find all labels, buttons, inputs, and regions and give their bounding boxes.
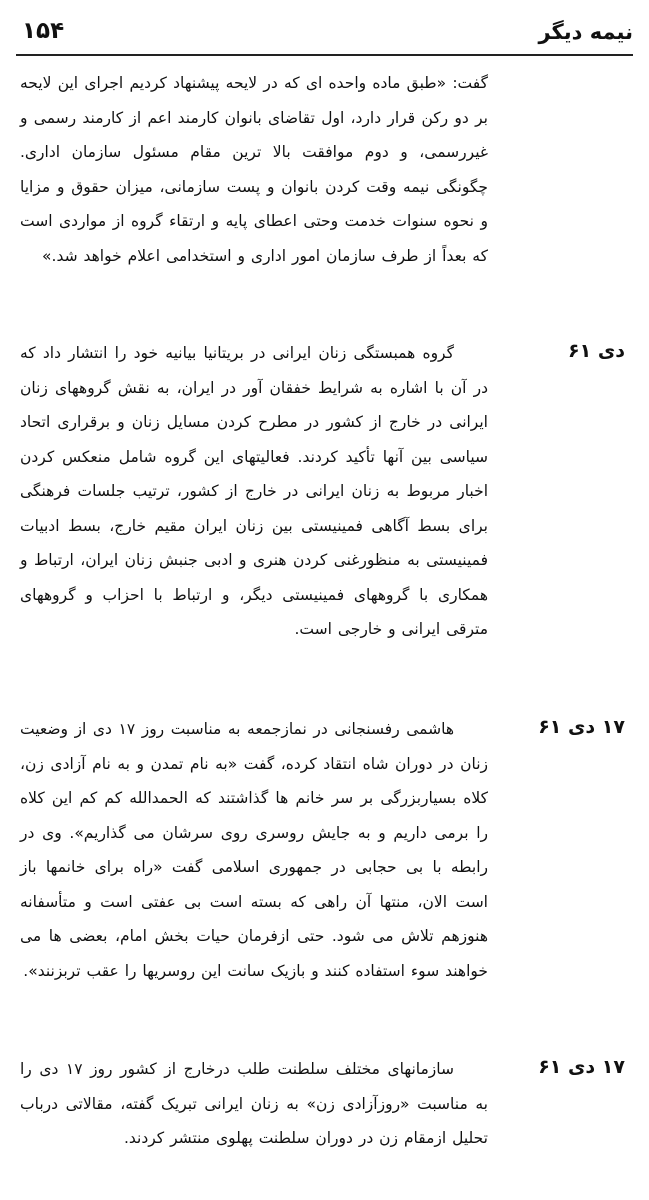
entry-date: دی ۶۱ — [568, 340, 625, 362]
entry-date: ۱۷ دی ۶۱ — [538, 1056, 625, 1078]
page-header — [16, 18, 633, 52]
entry-text: هاشمی رفسنجانی در نمازجمعه به مناسبت روز ۱۷ دی از وضعیت زنان در دوران شاه انتقاد کرده، گفت «به نام تمدن و به نام آزادی زن، کلاه بسیاربزرگی بر سر خانم ها گذاشتند که الحمدالله کم کم این کلاه را برمی داریم و به جایش روسری روی سرشان می گذاریم». وی در رابطه با بی حجابی در جمهوری اسلامی گفت «راه برای خانمها باز است الان، منتها آن راهی که بسته است بی عفتی است و متأسفانه هنوزهم تلاش می شود. حتی ازفرمان حیات بخش امام، بعضی ها می خواهند سوء استفاده کنند و بازیک سانت این روسریها را عقب تربزنند». — [20, 720, 488, 980]
running-title: نیمه دیگر — [538, 20, 633, 44]
header-rule — [16, 54, 633, 56]
page-number: ۱۵۴ — [22, 18, 65, 44]
entry-text: سازمانهای مختلف سلطنت طلب درخارج از کشور روز ۱۷ دی را به مناسبت «روزآزادی زن» به زنان ایرانی تبریک گفته، مقالاتی درباب تحلیل ازمقام زن در دوران سلطنت پهلوی منتشر کردند. — [20, 1060, 488, 1147]
entry-text: گفت: «طبق ماده واحده ای که در لایحه پیشنهاد کردیم اجرای این لایحه بر دو رکن قرار دارد، اول تقاضای بانوان کارمند اعم از کارمند رسمی و غیررسمی، و دوم موافقت بالا ترین مقام مسئول سازمان اداری. چگونگی نیمه وقت کردن بانوان و پست سازمانی، میزان حقوق و مزایا و نحوه سنوات خدمت وحتی اعطای پایه و ارتقاء گروه از مواردی است که بعداً از طرف سازمان امور اداری و استخدامی اعلام خواهد شد.» — [20, 74, 488, 265]
entry-date: ۱۷ دی ۶۱ — [538, 716, 625, 738]
entry-text: گروه همبستگی زنان ایرانی در بریتانیا بیانیه خود را انتشار داد که در آن با اشاره به شرایط خفقان آور در ایران، به نقش گروههای زنان ایرانی در خارج از کشور در مطرح کردن مسایل زنان و برقراری اتحاد سیاسی بین آنها تأکید کردند. فعالیتهای این گروه شامل منعکس کردن اخبار مربوط به زنان ایرانی در خارج از کشور، ترتیب جلسات فرهنگی برای بسط آگاهی فمینیستی بین زنان ایران مقیم خارج، بسط ادبیات فمینیستی به منظورغنی کردن هنری و ادبی جنبش زنان ایران، ارتباط و همکاری با گروههای فمینیستی دیگر، و ارتباط با احزاب و گروههای مترقی ایرانی و خارجی است. — [20, 344, 488, 638]
